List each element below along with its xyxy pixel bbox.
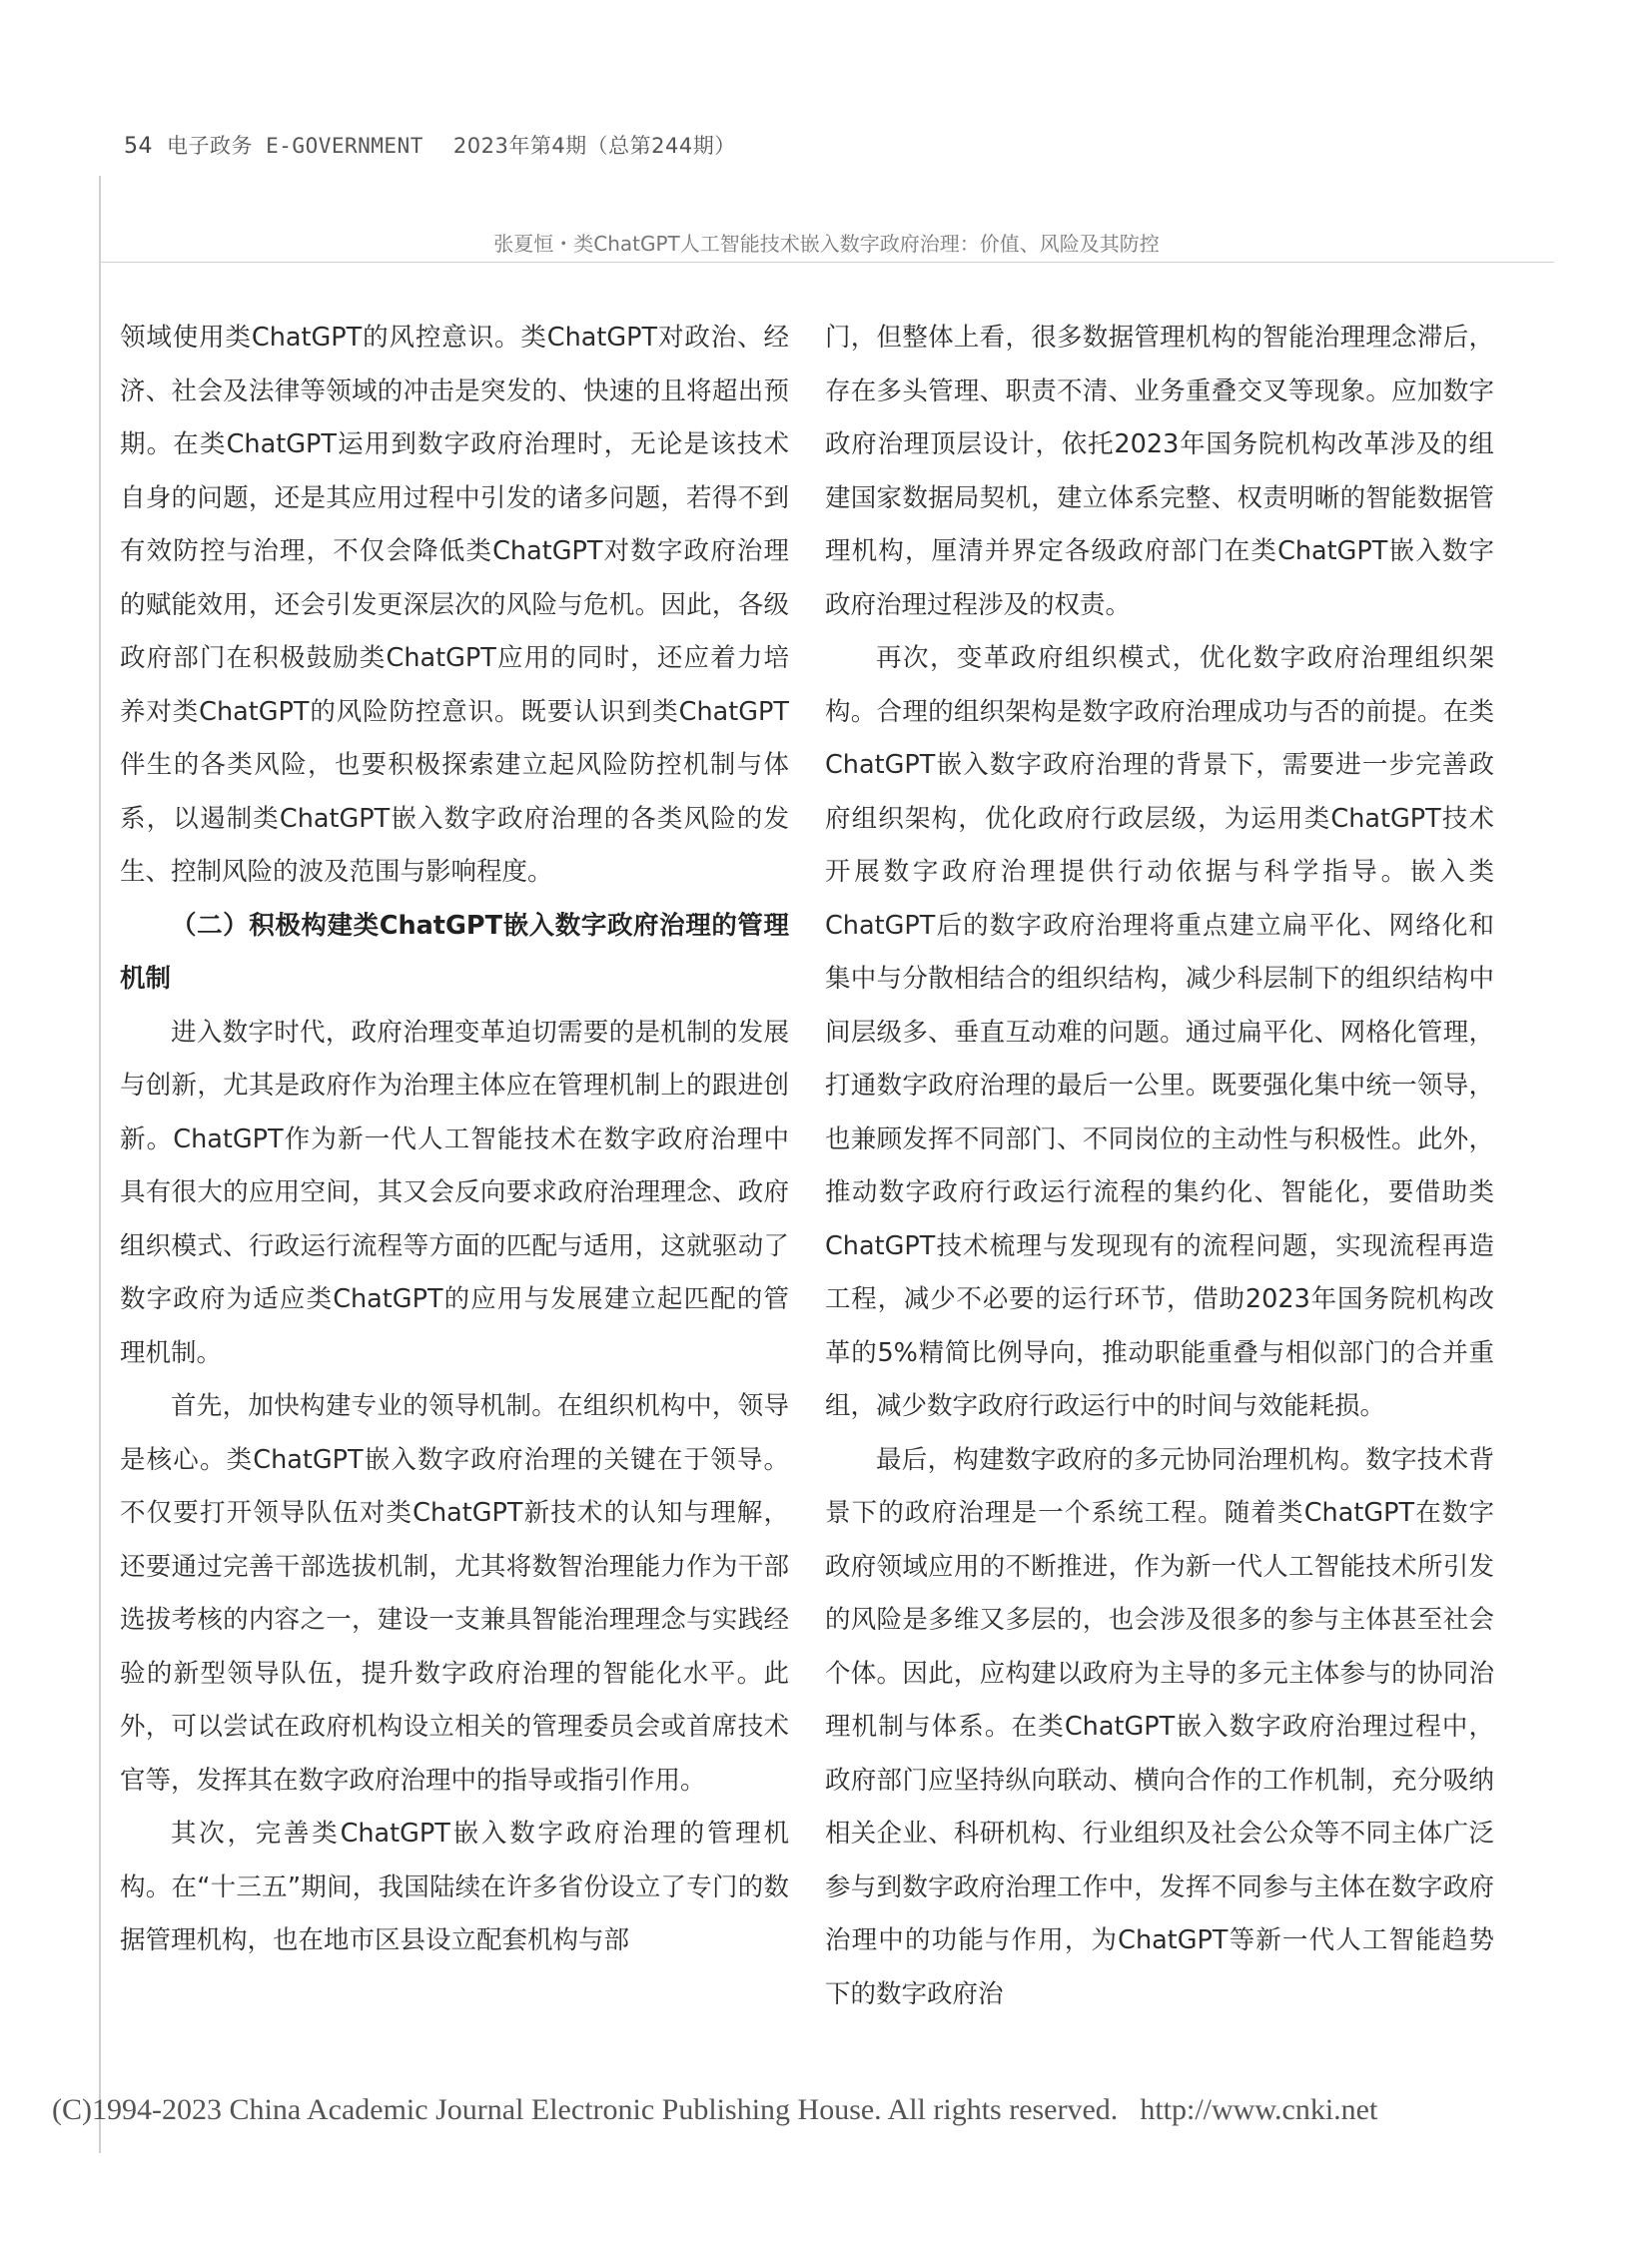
paragraph: 门，但整体上看，很多数据管理机构的智能治理理念滞后，存在多头管理、职责不清、业务重叠交叉等现象。应加数字政府治理顶层设计，依托2023年国务院机构改革涉及的组建国家数据局契机，建立体系完整、权责明晰的智能数据管理机构，厘清并界定各级政府部门在类ChatGPT嵌入数字政府治理过程涉及的权责。 [825, 323, 1494, 620]
paragraph: 最后，构建数字政府的多元协同治理机构。数字技术背景下的政府治理是一个系统工程。随着类ChatGPT在数字政府领域应用的不断推进，作为新一代人工智能技术所引发的风险是多维又多层的，也会涉及很多的参与主体甚至社会个体。因此，应构建以政府为主导的多元主体参与的协同治理机制与体系。在类ChatGPT嵌入数字政府治理过程中，政府部门应坚持纵向联动、横向合作的工作机制，充分吸纳相关企业、科研机构、行业组织及社会公众等不同主体广泛参与到数字政府治理工作中，发挥不同参与主体在数字政府治理中的功能与作用，为ChatGPT等新一代人工智能趋势下的数字政府治 [825, 1444, 1494, 2009]
margin-rule [99, 176, 101, 2153]
article-running-title: 张夏恒・类ChatGPT人工智能技术嵌入数字政府治理：价值、风险及其防控 [493, 232, 1160, 256]
section-subheading: （二）积极构建类ChatGPT嵌入数字政府治理的管理机制 [120, 910, 789, 994]
paragraph: 领域使用类ChatGPT的风控意识。类ChatGPT对政治、经济、社会及法律等领域的冲击是突发的、快速的且将超出预期。在类ChatGPT运用到数字政府治理时，无论是该技术自身的问题，还是其应用过程中引发的诸多问题，若得不到有效防控与治理，不仅会降低类ChatGPT对数字政府治理的赋能效用，还会引发更深层次的风险与危机。因此，各级政府部门在积极鼓励类ChatGPT应用的同时，还应着力培养对类ChatGPT的风险防控意识。既要认识到类ChatGPT伴生的各类风险，也要积极探索建立起风险防控机制与体系，以遏制类ChatGPT嵌入数字政府治理的各类风险的发生、控制风险的波及范围与影响程度。 [120, 323, 789, 887]
paragraph: 再次，变革政府组织模式，优化数字政府治理组织架构。合理的组织架构是数字政府治理成功与否的前提。在类ChatGPT嵌入数字政府治理的背景下，需要进一步完善政府组织架构，优化政府行政层级，为运用类ChatGPT技术开展数字政府治理提供行动依据与科学指导。嵌入类ChatGPT后的数字政府治理将重点建立扁平化、网络化和集中与分散相结合的组织结构，减少科层制下的组织结构中间层级多、垂直互动难的问题。通过扁平化、网格化管理，打通数字政府治理的最后一公里。既要强化集中统一领导，也兼顾发挥不同部门、不同岗位的主动性与积极性。此外，推动数字政府行政运行流程的集约化、智能化，要借助类ChatGPT技术梳理与发现现有的流程问题，实现流程再造工程，减少不必要的运行环节，借助2023年国务院机构改革的5%精简比例导向，推动职能重叠与相似部门的合并重组，减少数字政府行政运行中的时间与效能耗损。 [825, 643, 1494, 1421]
issue-info: 2023年第4期（总第244期） [452, 134, 736, 158]
copyright-text: (C)1994-2023 China Academic Journal Electronic Publishing House. All rights reserved. [52, 2093, 1119, 2126]
page-number: 54 [124, 134, 153, 159]
running-head [124, 130, 736, 160]
paragraph: 其次，完善类ChatGPT嵌入数字政府治理的管理机构。在“十三五”期间，我国陆续在许多省份设立了专门的数据管理机构，也在地市区县设立配套机构与部 [120, 1819, 789, 1955]
copyright-footer [52, 2093, 1610, 2127]
paragraph: 首先，加快构建专业的领导机制。在组织机构中，领导是核心。类ChatGPT嵌入数字政府治理的关键在于领导。不仅要打开领导队伍对类ChatGPT新技术的认知与理解，还要通过完善干部选拔机制，尤其将数智治理能力作为干部选拔考核的内容之一，建设一支兼具智能治理理念与实践经验的新型领导队伍，提升数字政府治理的智能化水平。此外，可以尝试在政府机构设立相关的管理委员会或首席技术官等，发挥其在数字政府治理中的指导或指引作用。 [120, 1391, 789, 1796]
cnki-link[interactable]: http://www.cnki.net [1140, 2093, 1378, 2126]
header-divider [99, 262, 1554, 263]
paragraph: 进入数字时代，政府治理变革迫切需要的是机制的发展与创新，尤其是政府作为治理主体应在管理机制上的跟进创新。ChatGPT作为新一代人工智能技术在数字政府治理中具有很大的应用空间，其又会反向要求政府治理理念、政府组织模式、行政运行流程等方面的匹配与适用，这就驱动了数字政府为适应类ChatGPT的应用与发展建立起匹配的管理机制。 [120, 1017, 789, 1368]
right-column [825, 312, 1494, 2021]
journal-name: 电子政务 E-GOVERNMENT [167, 134, 423, 158]
left-column [120, 312, 789, 1968]
